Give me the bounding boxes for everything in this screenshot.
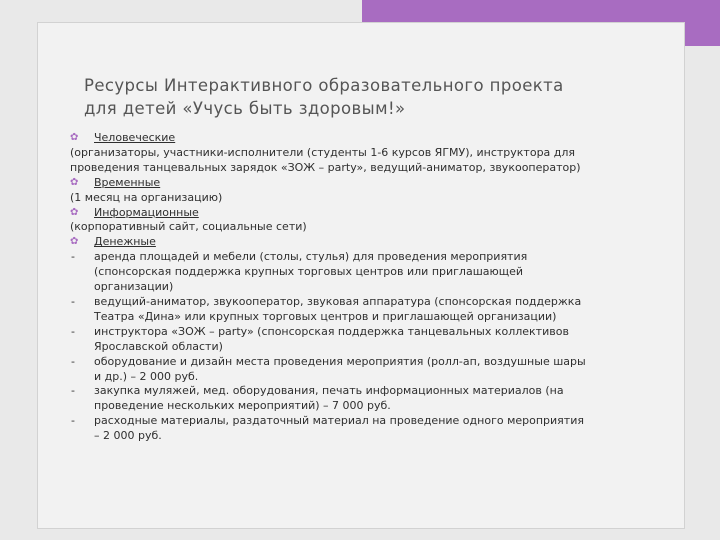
money-list-item xyxy=(70,355,670,385)
flower-bullet-icon: ✿ xyxy=(70,132,79,143)
flower-bullet-icon: ✿ xyxy=(70,176,79,188)
dash-bullet-icon: - xyxy=(71,354,75,368)
item-line: расходные материалы, раздаточный материал на проведение одного мероприятия xyxy=(94,414,584,428)
money-list-item xyxy=(70,325,670,355)
money-list-item xyxy=(70,414,670,444)
money-list-item xyxy=(70,250,670,295)
section-description: (1 месяц на организацию) xyxy=(70,190,223,204)
item-line: (спонсорская поддержка крупных торговых центров или приглашающей xyxy=(94,265,524,279)
item-line: аренда площадей и мебели (столы, стулья) для проведения мероприятия xyxy=(94,250,528,264)
money-list-item xyxy=(70,384,670,414)
title-line: для детей «Учусь быть здоровым!» xyxy=(84,99,406,118)
section-description: (корпоративный сайт, социальные сети) xyxy=(70,220,307,234)
section-human-heading xyxy=(70,131,670,146)
item-line: закупка муляжей, мед. оборудования, печать информационных материалов (на xyxy=(94,384,564,398)
section-description: проведения танцевальных зарядок «ЗОЖ – party», ведущий-аниматор, звукооператор) xyxy=(70,160,581,174)
resources-list xyxy=(70,131,670,444)
section-money-heading xyxy=(70,235,670,250)
item-line: оборудование и дизайн места проведения мероприятия (ролл-ап, воздушные шары xyxy=(94,354,586,368)
flower-bullet-icon: ✿ xyxy=(70,236,79,248)
section-time-heading xyxy=(70,176,670,191)
title-line: Ресурсы Интерактивного образовательного проекта xyxy=(84,76,564,95)
item-line: Театра «Дина» или крупных торговых центров и приглашающей организации) xyxy=(94,309,557,323)
section-heading: Информационные xyxy=(94,205,199,219)
flower-bullet-icon: ✿ xyxy=(70,206,79,218)
dash-bullet-icon: - xyxy=(71,250,75,264)
dash-bullet-icon: - xyxy=(71,384,75,398)
item-line: Ярославской области) xyxy=(94,339,223,353)
dash-bullet-icon: - xyxy=(71,294,75,308)
section-heading: Человеческие xyxy=(94,131,176,144)
item-line: и др.) – 2 000 руб. xyxy=(94,369,199,383)
section-heading: Денежные xyxy=(94,235,156,249)
money-list-item xyxy=(70,295,670,325)
section-description: (организаторы, участники-исполнители (студенты 1-6 курсов ЯГМУ), инструктора для xyxy=(70,145,576,159)
dash-bullet-icon: - xyxy=(71,414,75,428)
section-info-heading xyxy=(70,206,670,221)
slide-title xyxy=(84,74,684,120)
section-heading: Временные xyxy=(94,175,161,189)
item-line: проведение нескольких мероприятий) – 7 000 руб. xyxy=(94,399,391,413)
item-line: инструктора «ЗОЖ – party» (спонсорская поддержка танцевальных коллективов xyxy=(94,324,569,338)
item-line: организации) xyxy=(94,280,174,294)
item-line: ведущий-аниматор, звукооператор, звуковая аппаратура (спонсорская поддержка xyxy=(94,294,582,308)
item-line: – 2 000 руб. xyxy=(94,429,162,443)
dash-bullet-icon: - xyxy=(71,324,75,338)
